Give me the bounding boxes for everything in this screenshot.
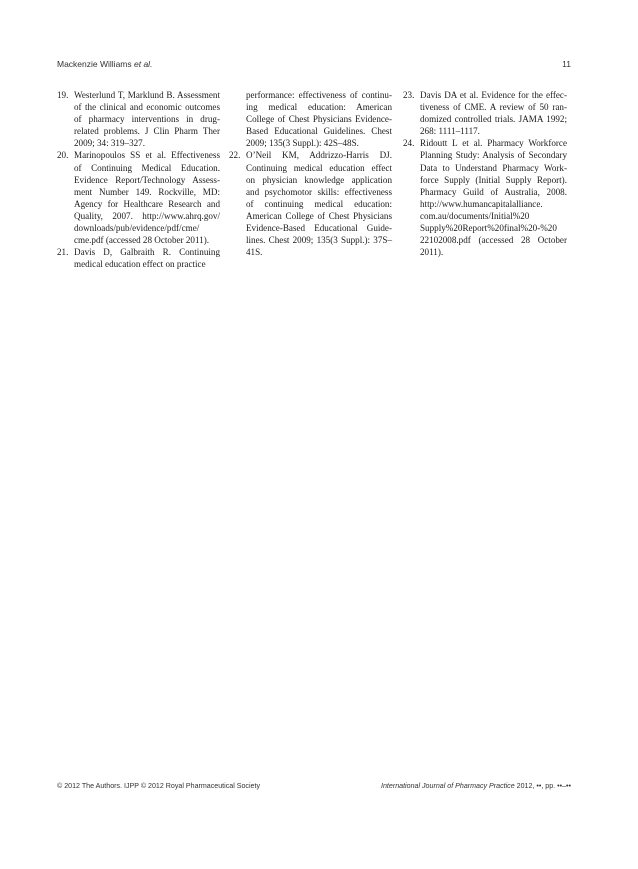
reference-entry: [403, 89, 567, 137]
reference-line: of pharmacy interventions in drug-: [74, 114, 220, 125]
reference-line: com.au/documents/Initial%20: [420, 210, 530, 221]
reference-column-3: [403, 89, 567, 258]
reference-line: Davis DA et al. Evidence for the effec-: [420, 90, 567, 100]
reference-line: Pharmacy Guild of Australia, 2008.: [420, 186, 567, 197]
reference-line: Based Educational Guidelines. Chest: [246, 126, 392, 137]
page-footer: [57, 782, 571, 794]
reference-number: 22.: [229, 150, 241, 161]
reference-line: force Supply (Initial Supply Report).: [420, 174, 567, 185]
reference-line: 2009; 34: 319–327.: [74, 138, 145, 149]
reference-line: Planning Study: Analysis of Secondary: [420, 150, 567, 161]
reference-line: of Continuing Medical Education.: [74, 162, 220, 173]
footer-volume-pages: 2012, ••, pp. ••–••: [514, 782, 571, 790]
reference-line: Data to Understand Pharmacy Work-: [420, 162, 567, 173]
reference-line: ment Number 149. Rockville, MD:: [74, 186, 220, 197]
page-number: 11: [562, 59, 571, 69]
reference-line: performance: effectiveness of continu-: [246, 90, 392, 100]
reference-entry: [403, 137, 567, 258]
reference-number: 21.: [57, 247, 69, 258]
reference-line: tiveness of CME. A review of 50 ran-: [420, 102, 567, 113]
reference-line: Westerlund T, Marklund B. Assessment: [74, 90, 220, 100]
reference-line: 22102008.pdf (accessed 28 October: [420, 235, 567, 246]
reference-line: Quality, 2007. http://www.ahrq.gov/: [74, 210, 220, 221]
reference-column-1: [57, 89, 220, 270]
author-names: Mackenzie Williams: [57, 59, 132, 69]
reference-line: Marinopoulos SS et al. Effectiveness: [74, 150, 220, 161]
reference-text: [420, 89, 567, 137]
reference-line: Evidence-Based Educational Guide-: [246, 223, 392, 234]
reference-number: 24.: [403, 138, 415, 149]
reference-line: O’Neil KM, Addrizzo-Harris DJ.: [246, 150, 392, 161]
reference-entry: [57, 246, 220, 270]
reference-text: [420, 137, 567, 258]
reference-line: of continuing medical education:: [246, 198, 392, 209]
author-et-al: et al.: [134, 59, 153, 69]
reference-entry: [229, 149, 392, 258]
reference-text: [74, 149, 220, 246]
reference-text: [74, 89, 220, 149]
reference-text: [74, 246, 220, 270]
reference-line: cme.pdf (accessed 28 October 2011).: [74, 235, 210, 246]
reference-entry: [57, 89, 220, 149]
reference-line: related problems. J Clin Pharm Ther: [74, 126, 220, 137]
reference-line: downloads/pub/evidence/pdf/cme/: [74, 223, 200, 234]
footer-journal-citation: [381, 782, 571, 790]
reference-line: on physician knowledge application: [246, 174, 392, 185]
reference-line: 2009; 135(3 Suppl.): 42S–48S.: [246, 138, 359, 149]
reference-line: American College of Chest Physicians: [246, 210, 392, 221]
reference-line: and psychomotor skills: effectiveness: [246, 186, 392, 197]
reference-line: 2011).: [420, 247, 444, 258]
reference-line: Davis D, Galbraith R. Continuing: [74, 247, 220, 258]
reference-line: domized controlled trials. JAMA 1992;: [420, 114, 567, 125]
running-head: [57, 59, 571, 73]
reference-entry: [57, 149, 220, 246]
reference-line: Agency for Healthcare Research and: [74, 198, 220, 209]
reference-text: [246, 149, 392, 258]
reference-text: [246, 89, 392, 149]
reference-number: 19.: [57, 90, 69, 100]
reference-line: Supply%20Report%20final%20-%20: [420, 223, 557, 234]
reference-number: 20.: [57, 150, 69, 161]
reference-column-2: [229, 89, 392, 258]
running-head-author: [57, 59, 152, 69]
reference-line: medical education effect on practice: [74, 259, 206, 270]
reference-line: Continuing medical education effect: [246, 162, 392, 173]
footer-journal-title: International Journal of Pharmacy Practice: [381, 782, 515, 790]
footer-copyright: © 2012 The Authors. IJPP © 2012 Royal Pharmaceutical Society: [57, 782, 261, 790]
reference-line: lines. Chest 2009; 135(3 Suppl.): 37S–: [246, 235, 392, 246]
reference-line: Evidence Report/Technology Assess-: [74, 174, 220, 185]
reference-line: http://www.humancapitalalliance.: [420, 198, 543, 209]
reference-number: 23.: [403, 90, 415, 100]
reference-line: of the clinical and economic outcomes: [74, 102, 220, 113]
reference-line: College of Chest Physicians Evidence-: [246, 114, 392, 125]
reference-line: 41S.: [246, 247, 263, 258]
reference-line: Ridoutt L et al. Pharmacy Workforce: [420, 138, 567, 149]
reference-continuation: [229, 89, 392, 149]
reference-line: ing medical education: American: [246, 102, 392, 113]
reference-line: 268: 1111–1117.: [420, 126, 480, 137]
